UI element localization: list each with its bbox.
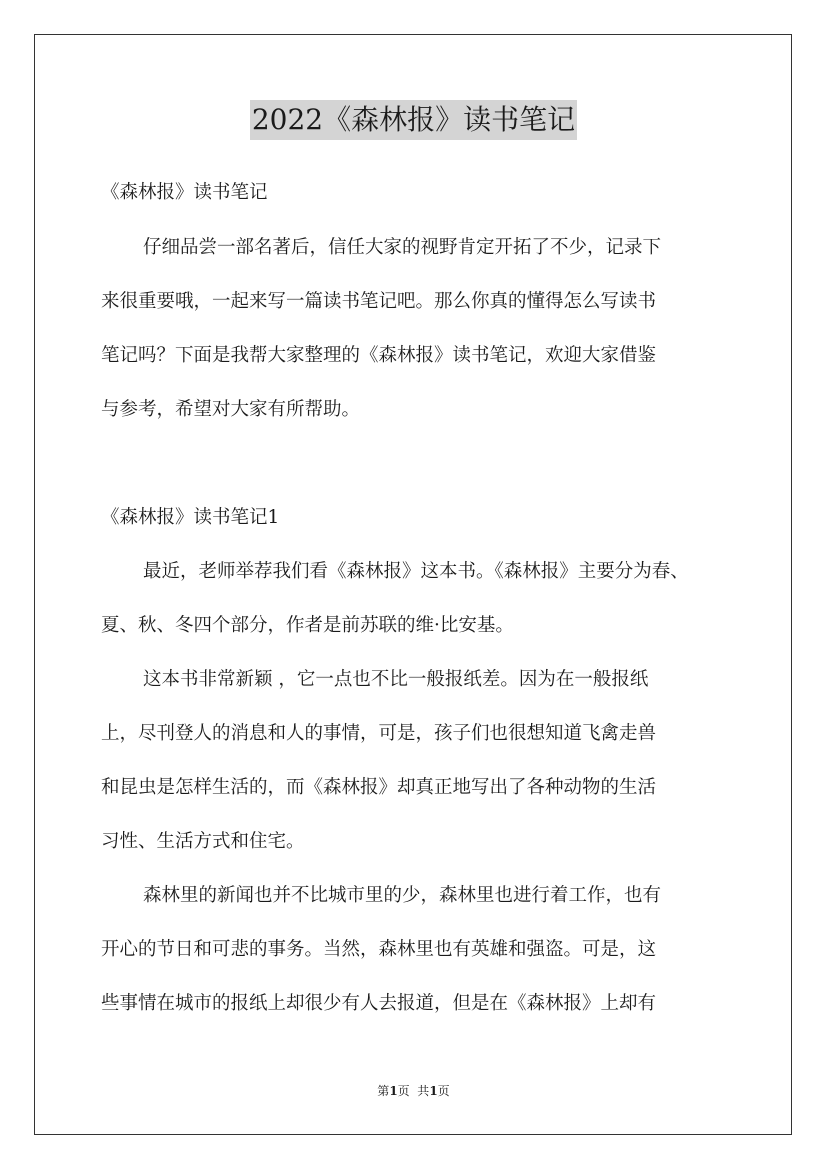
paragraph3-line: 森林里的新闻也并不比城市里的少，森林里也进行着工作，也有 <box>143 885 662 906</box>
footer-current-page: 1 <box>389 1084 398 1098</box>
document-title: 2022《森林报》读书笔记 <box>250 100 577 140</box>
intro-line: 仔细品尝一部名著后，信任大家的视野肯定开拓了不少，记录下 <box>143 237 662 258</box>
paragraph2-line: 这本书非常新颖 ，它一点也不比一般报纸差。因为在一般报纸 <box>143 669 649 690</box>
intro-line: 来很重要哦，一起来写一篇读书笔记吧。那么你真的懂得怎么写读书 <box>101 291 657 312</box>
paragraph3-line: 开心的节日和可悲的事务。当然，森林里也有英雄和强盗。可是，这 <box>101 939 657 960</box>
title-wrap <box>0 100 827 140</box>
paragraph1-line: 最近，老师举荐我们看《森林报》这本书。《森林报》主要分为春、 <box>143 561 689 582</box>
paragraph1-line: 夏、秋、冬四个部分，作者是前苏联的维·比安基。 <box>101 615 514 636</box>
section-heading: 《森林报》读书笔记1 <box>101 507 280 528</box>
footer-suffix: 页 <box>437 1084 450 1098</box>
page-footer <box>0 1083 827 1099</box>
paragraph2-line: 和昆虫是怎样生活的，而《森林报》却真正地写出了各种动物的生活 <box>101 777 657 798</box>
paragraph3-line: 些事情在城市的报纸上却很少有人去报道，但是在《森林报》上却有 <box>101 993 657 1014</box>
footer-mid: 页 共 <box>397 1084 430 1098</box>
intro-line: 笔记吗？下面是我帮大家整理的《森林报》读书笔记，欢迎大家借鉴 <box>101 345 657 366</box>
footer-prefix: 第 <box>377 1084 390 1098</box>
intro-line: 与参考，希望对大家有所帮助。 <box>101 399 361 420</box>
paragraph2-line: 习性、生活方式和住宅。 <box>101 831 305 852</box>
paragraph2-line: 上，尽刊登人的消息和人的事情，可是，孩子们也很想知道飞禽走兽 <box>101 723 657 744</box>
footer-total-pages: 1 <box>429 1084 438 1098</box>
document-subtitle: 《森林报》读书笔记 <box>101 182 268 203</box>
